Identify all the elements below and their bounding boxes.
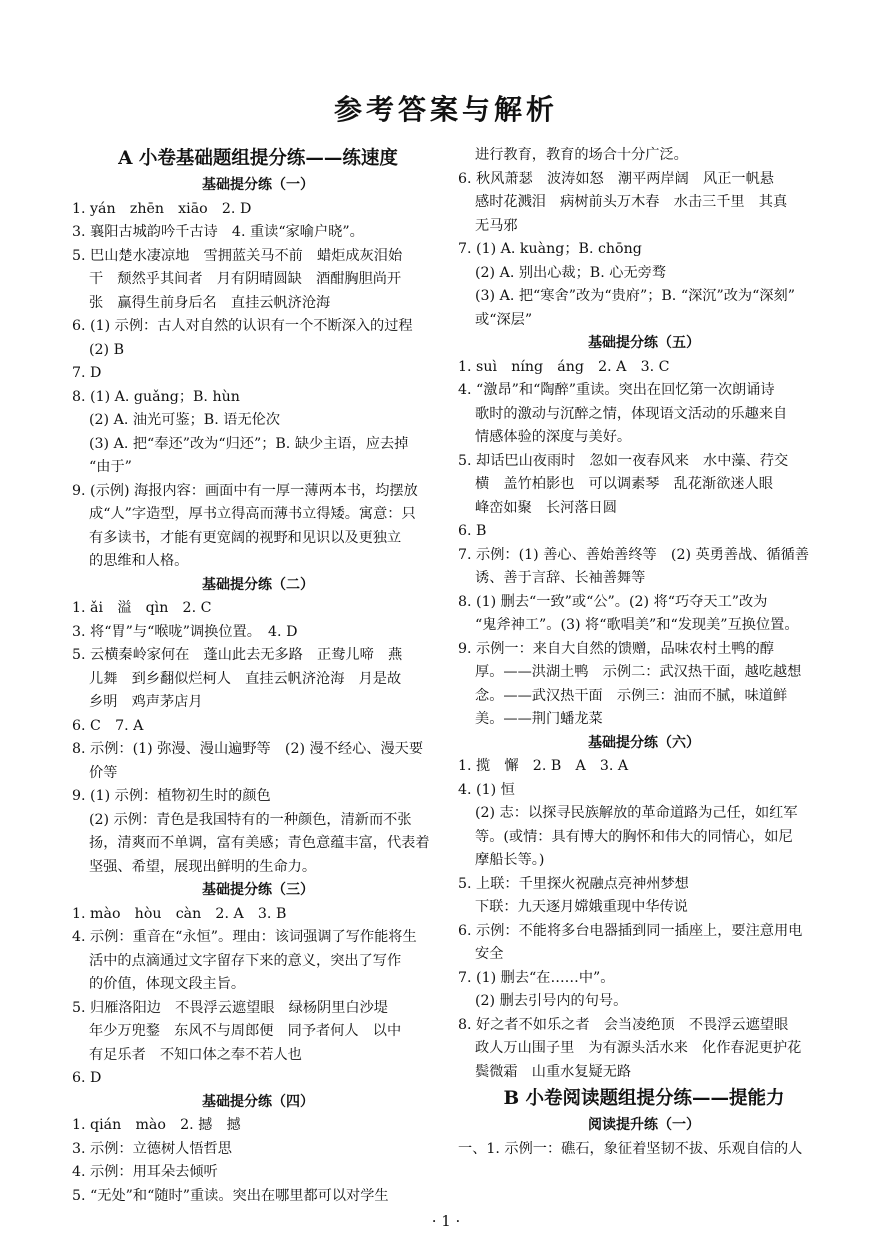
subsection-heading: 基础提分练（六） [588,734,700,751]
answer-line: 有足乐者 不知口体之奉不若人也 [89,1046,302,1063]
answer-line: (2) A. 油光可鉴；B. 语无伦次 [89,412,281,428]
answer-line: 或“深层” [475,311,533,328]
answer-line: 6. (1) 示例：古人对自然的认识有一个不断深入的过程 [72,318,413,334]
subsection-heading: 阅读提升练（一） [588,1117,700,1133]
answer-line: 诱、善于言辞、长袖善舞等 [475,570,646,586]
answer-line: 鬓微霜 山重水复疑无路 [475,1063,632,1080]
page-title: 参考答案与解析 [333,93,558,126]
answer-line: 歌时的激动与沉醉之情，体现语文活动的乐趣来自 [475,405,788,422]
answer-line: 年少万兜鍪 东风不与周郎便 同予者何人 以中 [89,1023,402,1039]
answer-line: 美。——荆门蟠龙菜 [475,711,603,727]
answer-line: 6. C 7. A [72,717,144,734]
answer-line: 成“人”字造型，厚书立得高而薄书立得矮。寓意：只 [89,506,416,522]
answer-line: 9. (1) 示例：植物初生时的颜色 [72,788,271,804]
answer-line: 8. 好之者不如乐之者 会当凌绝顶 不畏浮云遮望眼 [458,1016,789,1033]
answer-line: 一、1. 示例一：礁石，象征着坚韧不拔、乐观自信的人 [458,1140,803,1157]
answer-line: 无马邪 [475,217,518,234]
right-column [458,144,830,1161]
answer-line: 3. 示例：立德树人悟哲思 [72,1140,232,1157]
page-number: · 1 · [431,1212,461,1230]
answer-line: 乡明 鸡声茅店月 [89,694,203,710]
answer-line: 6. 示例：不能将多台电器插到同一插座上，要注意用电 [458,922,803,939]
answer-line: (2) 删去引号内的句号。 [475,993,628,1009]
answer-line: 5. 归雁洛阳边 不畏浮云遮望眼 绿杨阴里白沙堤 [72,999,388,1016]
answer-line: 1. mào hòu càn 2. A 3. B [72,905,287,922]
answer-line: (2) 示例：青色是我国特有的一种颜色，清新而不张 [89,811,412,828]
answer-line: 儿舞 到乡翻似烂柯人 直挂云帆济沧海 月是故 [89,670,402,687]
answer-line: 横 盖竹柏影也 可以调素琴 乱花渐欲迷人眼 [475,476,773,492]
subsection-heading: 基础提分练（三） [202,882,314,898]
answer-line: 1. 揽 懈 2. B A 3. A [458,758,629,774]
answer-line: 1. qián mào 2. 撼 撼 [72,1117,241,1133]
answer-line: 进行教育，教育的场合十分广泛。 [475,147,688,163]
answer-line: 厚。——洪湖土鸭 示例二：武汉热干面，越吃越想 [475,664,802,680]
answer-line: 1. suì níng áng 2. A 3. C [458,358,670,375]
answer-line: 5. 云横秦岭家何在 蓬山此去无多路 正鸯儿啼 燕 [72,647,403,663]
answer-line: 等。(或情：具有博大的胸怀和伟大的同情心，如尼 [475,828,793,845]
answer-line: (2) 志：以探寻民族解放的革命道路为己任，如红军 [475,805,798,821]
answer-line: 1. ǎi 溢 qìn 2. C [72,600,212,616]
answer-line: 4. “激昂”和“陶醉”重读。突出在回忆第一次朗诵诗 [458,382,775,398]
answer-line: (3) A. 把“寒舍”改为“贵府”；B. “深沉”改为“深刻” [475,288,795,304]
answer-line: 峰峦如聚 长河落日圆 [475,499,617,516]
answer-line: (2) A. 别出心裁；B. 心无旁骛 [475,264,667,281]
section-heading: A 小卷基础题组提分练——练速度 [118,148,398,169]
answer-line: 干 颓然乎其间者 月有阴晴圆缺 酒酣胸胆尚开 [89,271,402,287]
answer-line: 的思维和人格。 [89,553,189,569]
answer-line: 8. (1) 删去“一致”或“公”。(2) 将“巧夺天工”改为 [458,593,768,610]
answer-line: 9. (示例) 海报内容：画面中有一厚一薄两本书，均摆放 [72,482,418,499]
answer-line: 张 赢得生前身后名 直挂云帆济沧海 [89,294,331,311]
answer-line: 扬，清爽而不单调，富有美感；青色意蕴丰富，代表着 [89,835,430,851]
answer-line: 5. 上联：千里探火祝融点亮神州梦想 [458,875,689,892]
subsection-heading: 基础提分练（四） [202,1093,314,1110]
answer-line: 1. yán zhēn xiāo 2. D [72,200,252,217]
subsection-heading: 基础提分练（二） [202,576,314,593]
answer-line: (2) B [89,341,125,358]
answer-line: 摩船长等。) [475,852,545,868]
answer-line: (3) A. 把“奉还”改为“归还”；B. 缺少主语，应去掉 [89,435,409,452]
answer-line: 有多读书，才能有更宽阔的视野和见识以及更独立 [89,529,402,546]
answer-line: 念。——武汉热干面 示例三：油而不腻，味道鲜 [475,687,788,704]
left-column [72,144,444,1208]
answer-line: 5. “无处”和“随时”重读。突出在哪里都可以对学生 [72,1187,389,1204]
answer-line: 6. 秋风萧瑟 波涛如怒 潮平两岸阔 风正一帆悬 [458,170,774,187]
answer-line: 4. (1) 恒 [458,781,515,798]
answer-line: 6. B [458,523,487,539]
answer-line: 3. 襄阳古城韵吟千古诗 4. 重读“家喻户晓”。 [72,224,364,240]
answer-line: 7. 示例：(1) 善心、善始善终等 (2) 英勇善战、循循善 [458,546,810,563]
answer-line: 6. D [72,1070,102,1086]
subsection-heading: 基础提分练（五） [588,335,700,351]
answer-line: 7. D [72,365,102,381]
answer-line: 9. 示例一：来自大自然的馈赠，品味农村土鸭的醇 [458,640,774,657]
answer-line: 8. 示例：(1) 弥漫、漫山遍野等 (2) 漫不经心、漫天要 [72,741,424,757]
answer-line: 价等 [89,764,118,781]
answer-line: 情感体验的深度与美好。 [475,429,632,445]
answer-line: 3. 将“胃”与“喉咙”调换位置。 4. D [72,623,298,640]
answer-line: 4. 示例：重音在“永恒”。理由：该词强调了写作能将生 [72,929,417,945]
answer-line: 8. (1) A. guǎng；B. hùn [72,388,240,405]
section-heading: B 小卷阅读题组提分练——提能力 [503,1088,785,1109]
answer-line: 7. (1) 删去“在……中”。 [458,969,615,986]
answer-line: 4. 示例：用耳朵去倾听 [72,1164,218,1180]
answer-line: 5. 却话巴山夜雨时 忽如一夜春风来 水中藻、荇交 [458,452,789,469]
answer-line: 活中的点滴通过文字留存下来的意义，突出了写作 [89,952,402,969]
subsection-heading: 基础提分练（一） [202,177,314,193]
answer-line: 坚强、希望，展现出鲜明的生命力。 [89,858,317,875]
answer-line: 的价值，体现文段主旨。 [89,976,246,992]
answer-line: 下联：九天逐月嫦娥重现中华传说 [475,899,688,915]
answer-line: “鬼斧神工”。(3) 将“歌唱美”和“发现美”互换位置。 [475,617,799,633]
answer-line: 安全 [475,946,504,962]
answer-line: “由于” [89,459,132,475]
answer-line: 政人万山围子里 为有源头活水来 化作春泥更护花 [475,1040,802,1056]
answer-line: 感时花溅泪 病树前头万木春 水击三千里 其真 [475,194,788,210]
answer-line: 5. 巴山楚水凄凉地 雪拥蓝关马不前 蜡炬成灰泪始 [72,247,403,264]
answer-line: 7. (1) A. kuàng；B. chōng [458,241,642,257]
